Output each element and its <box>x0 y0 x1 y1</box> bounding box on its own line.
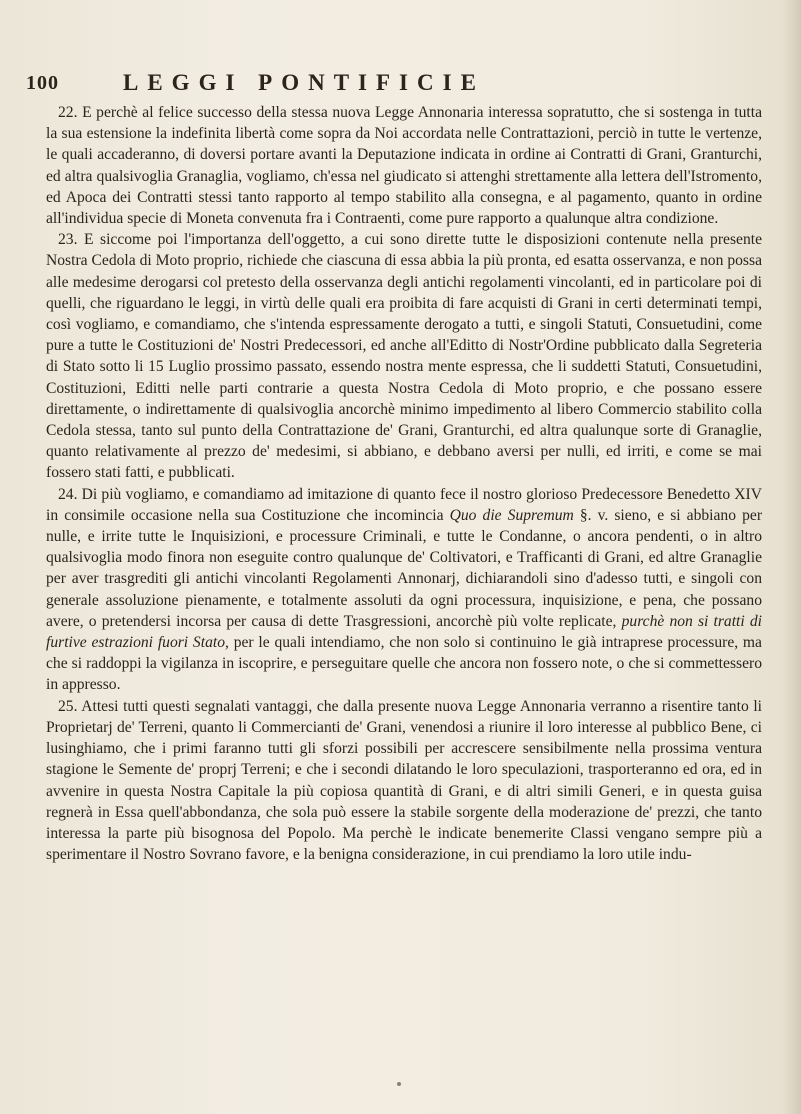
ink-spot <box>397 1082 401 1086</box>
text-span: 22. E perchè al felice successo della stessa nuova Legge Annonaria interessa sopratutto, che si sostenga in tutta la sua estensione la indefinita libertà come sopra da Noi accordata nelle Contrattazioni, perciò in tutte le vertenze, le quali accaderanno, di doversi portare avanti la Deputazione indicata in ordine ai Contratti di Grani, Granturchi, ed altra qualsivoglia Granaglia, vogliamo, ch'essa nel giudicato si attenghi strettamente alla lettera dell'Istromento, ed Apoca dei Contratti stessi tanto rapporto al tempo stabilito alla consegna, e al pagamento, quanto in ordine all'individua specie di Moneta convenuta fra i Contraenti, come pure rapporto a qualunque altra condizione. <box>46 104 762 228</box>
page-header <box>26 70 756 100</box>
running-title: LEGGI PONTIFICIE <box>123 70 485 95</box>
paragraph-23 <box>46 229 762 483</box>
text-span: , per le quali intendiamo, che non solo si continuino le già intraprese processure, ma che si raddoppi la vigilanza in iscoprire, e perseguitare quelle che ancora non fossero note, o che si commettessero in appresso. <box>46 634 762 694</box>
body-text <box>46 102 762 865</box>
italic-text-span: Quo die Supremum <box>449 506 574 524</box>
paragraph-25 <box>46 696 762 866</box>
paragraph-24 <box>46 484 762 696</box>
page-number: 100 <box>26 72 59 94</box>
text-span: 25. Attesi tutti questi segnalati vantaggi, che dalla presente nuova Legge Annonaria verranno a risentire tanto li Proprietarj de' Terreni, quanto li Commercianti de' Grani, venendosi a riunire il loro interesse al pubblico Bene, ci lusinghiamo, che i primi faranno tutti gli sforzi possibili per accrescere sensibilmente nella prossima ventura stagione le Semente de' proprj Terreni; e che i secondi dilatando le loro speculazioni, trasporteranno ed ora, ed in avvenire in questa Nostra Capitale la più copiosa quantità di Grani, e di altri simili Generi, e in questa guisa regnerà in Essa quell'abbondanza, che sola può essere la stabile sorgente della moderazione de' prezzi, che tanto interessa la parte più bisognosa del Popolo. Ma perchè le indicate benemerite Classi vengano sempre più a sperimentare il Nostro Sovrano favore, e la benigna considerazione, in cui prendiamo la loro utile indu- <box>46 697 762 864</box>
text-span: 23. E siccome poi l'importanza dell'oggetto, a cui sono dirette tutte le disposizioni contenute nella presente Nostra Cedola di Moto proprio, richiede che ciascuna di essa abbia la più pronta, ed esatta osservanza, e non possa alle medesime derogarsi col pretesto della osservanza degli antichi regolamenti vincolanti, ed in particolare poi di quelli, che riguardano le leggi, in virtù delle quali era proibita di fare acquisti di Grani in certi determinati tempi, così vogliamo, e comandiamo, che s'intenda espressamente derogato a tutti, e singoli Statuti, Consuetudini, come pure a tutte le Costituzioni de' Nostri Predecessori, ed anche all'Editto di Nostr'Ordine pubblicato dalla Segreteria di Stato sotto li 15 Luglio prossimo passato, essendo nostra mente espressa, che li suddetti Statuti, Consuetudini, Costituzioni, Editti nelle parti contrarie a questa Nostra Cedola di Moto proprio, e che possano essere direttamente, o indirettamente di qualsivoglia ancorchè minimo impedimento al libero Commercio stabilito colla Cedola stessa, tanto sul punto della Contrattazione de' Grani, Granturchi, ed altra qualunque sorte di Granaglie, quanto relativamente al prezzo de' medesimi, si abbiano, e debbano aversi per nulli, ed irriti, e come se mai fossero stati fatti, e pubblicati. <box>46 231 762 482</box>
paragraph-22 <box>46 102 762 229</box>
text-span: §. v. sieno, e si abbiano per nulle, e irrite tutte le Inquisizioni, e processure Criminali, e tutte le Condanne, o ancora pendenti, o in altro qualsivoglia modo finora non eseguite contro qualunque de' Coltivatori, e Trafficanti di Grani, ed altre Granaglie per aver trasgrediti gli antichi vincolanti Regolamenti Annonarj, dichiarandoli sino d'adesso tutti, e singoli con generale assoluzione pienamente, e totalmente assoluti da ogni processura, inquisizione, e pena, che possano avere, o pretendersi incorsa per causa di dette Trasgressioni, ancorchè più volte replicate, <box>46 506 763 630</box>
italic-text-span: purchè non si tratti di furtive estrazioni fuori Stato <box>46 612 762 652</box>
text-span: 24. Di più vogliamo, e comandiamo ad imitazione di quanto fece il nostro glorioso Predecessore Benedetto XIV in consimile occasione nella sua Costituzione che incomincia <box>46 485 762 524</box>
page-edge-shadow <box>783 0 801 1114</box>
